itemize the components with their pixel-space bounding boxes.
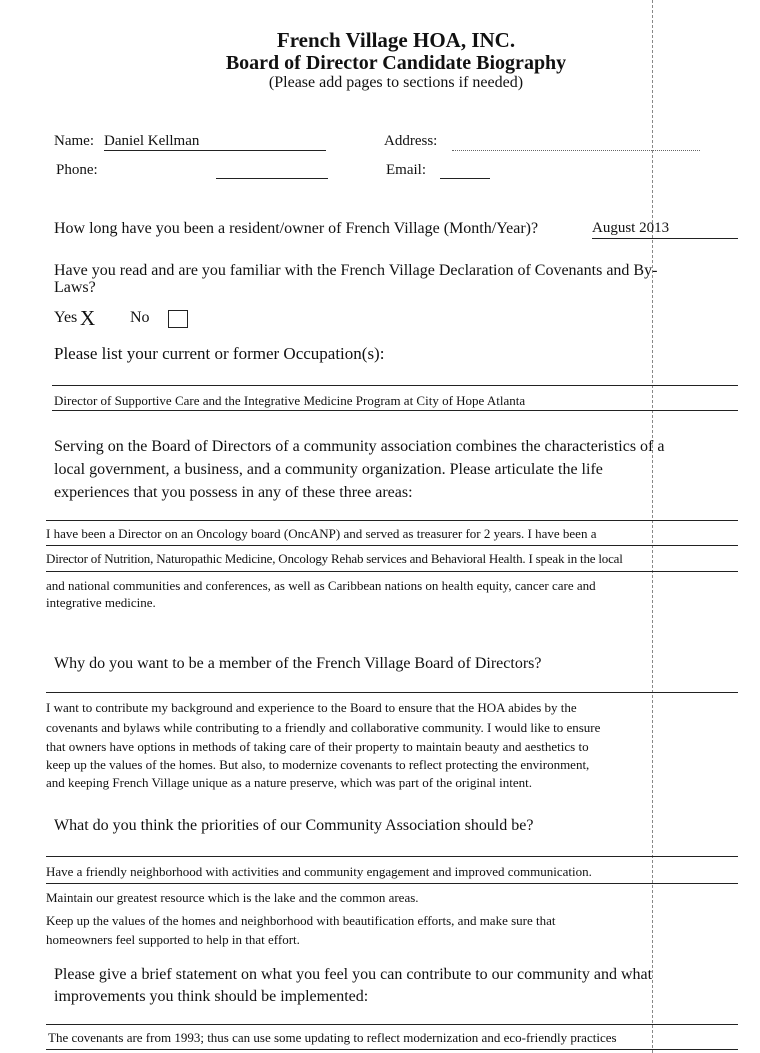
experience-question-line2: local government, a business, and a community organization. Please articulate the life bbox=[54, 461, 603, 478]
experience-answer-line4[interactable]: integrative medicine. bbox=[46, 595, 156, 610]
yes-checkmark[interactable]: X bbox=[80, 306, 96, 330]
phone-label: Phone: bbox=[56, 162, 98, 178]
priorities-answer-line1[interactable]: Have a friendly neighborhood with activities and community engagement and improved communication. bbox=[46, 864, 592, 879]
email-label: Email: bbox=[386, 162, 426, 178]
scan-fold-line bbox=[652, 0, 653, 1053]
experience-question-line3: experiences that you possess in any of these three areas: bbox=[54, 484, 413, 501]
experience-question-line1: Serving on the Board of Directors of a community association combines the characteristics of a bbox=[54, 438, 665, 455]
priorities-answer-line3[interactable]: Keep up the values of the homes and neighborhood with beautification efforts, and make sure that bbox=[46, 913, 556, 928]
contribute-line-2 bbox=[46, 1049, 738, 1050]
residency-answer[interactable]: August 2013 bbox=[592, 220, 670, 236]
email-field-line[interactable] bbox=[440, 178, 490, 179]
experience-line-1 bbox=[46, 520, 738, 521]
why-answer-line2[interactable]: covenants and bylaws while contributing to a friendly and collaborative community. I would like to ensure bbox=[46, 720, 601, 735]
name-value[interactable]: Daniel Kellman bbox=[104, 133, 200, 149]
covenants-question-line2: Laws? bbox=[54, 279, 96, 296]
experience-answer-line3[interactable]: and national communities and conferences, as well as Caribbean nations on health equity, cancer care and bbox=[46, 578, 596, 593]
why-question: Why do you want to be a member of the French Village Board of Directors? bbox=[54, 655, 542, 672]
contribute-question-line2: improvements you think should be implemented: bbox=[54, 988, 369, 1005]
why-answer-line1[interactable]: I want to contribute my background and experience to the Board to ensure that the HOA abides by the bbox=[46, 700, 577, 715]
occupation-line-1 bbox=[52, 385, 738, 386]
experience-line-2 bbox=[46, 545, 738, 546]
phone-field-line[interactable] bbox=[216, 178, 328, 179]
covenants-question-line1: Have you read and are you familiar with the French Village Declaration of Covenants and By- bbox=[54, 262, 658, 279]
yes-label: Yes bbox=[54, 309, 78, 326]
priorities-answer-line4[interactable]: homeowners feel supported to help in that effort. bbox=[46, 932, 300, 947]
priorities-line-1 bbox=[46, 856, 738, 857]
contribute-line-1 bbox=[46, 1024, 738, 1025]
experience-answer-line1[interactable]: I have been a Director on an Oncology board (OncANP) and served as treasurer for 2 years. I have been a bbox=[46, 526, 597, 541]
no-label: No bbox=[130, 309, 150, 326]
why-answer-line4[interactable]: keep up the values of the homes. But also, to modernize covenants to reflect protecting the environment, bbox=[46, 757, 590, 772]
address-label: Address: bbox=[384, 133, 438, 149]
form-title: Board of Director Candidate Biography bbox=[225, 52, 567, 74]
experience-answer-line2[interactable]: Director of Nutrition, Naturopathic Medicine, Oncology Rehab services and Behavioral Health. I speak in the local bbox=[46, 551, 623, 566]
contribute-answer-line1[interactable]: The covenants are from 1993; thus can use some updating to reflect modernization and eco-friendly practices bbox=[48, 1030, 617, 1045]
why-answer-line5[interactable]: and keeping French Village unique as a nature preserve, which was part of the original intent. bbox=[46, 775, 532, 790]
occupation-question: Please list your current or former Occupation(s): bbox=[54, 344, 385, 363]
residency-question: How long have you been a resident/owner of French Village (Month/Year)? bbox=[54, 220, 539, 237]
occupation-answer[interactable]: Director of Supportive Care and the Integrative Medicine Program at City of Hope Atlanta bbox=[54, 393, 526, 408]
name-label: Name: bbox=[54, 133, 94, 149]
occupation-line-2 bbox=[52, 410, 738, 411]
contribute-question-line1: Please give a brief statement on what you feel you can contribute to our community and what bbox=[54, 966, 653, 983]
name-field-line bbox=[104, 150, 326, 151]
form-instructions: (Please add pages to sections if needed) bbox=[268, 74, 524, 91]
experience-line-3 bbox=[46, 571, 738, 572]
priorities-answer-line2[interactable]: Maintain our greatest resource which is the lake and the common areas. bbox=[46, 890, 419, 905]
address-field-line[interactable] bbox=[452, 150, 700, 151]
why-line-1 bbox=[46, 692, 738, 693]
no-checkbox[interactable] bbox=[168, 310, 188, 328]
priorities-question: What do you think the priorities of our Community Association should be? bbox=[54, 817, 534, 834]
why-answer-line3[interactable]: that owners have options in methods of taking care of their property to maintain beauty and aesthetics to bbox=[46, 739, 589, 754]
org-name: French Village HOA, INC. bbox=[276, 28, 516, 52]
residency-answer-line bbox=[592, 238, 738, 239]
priorities-line-2 bbox=[46, 883, 738, 884]
